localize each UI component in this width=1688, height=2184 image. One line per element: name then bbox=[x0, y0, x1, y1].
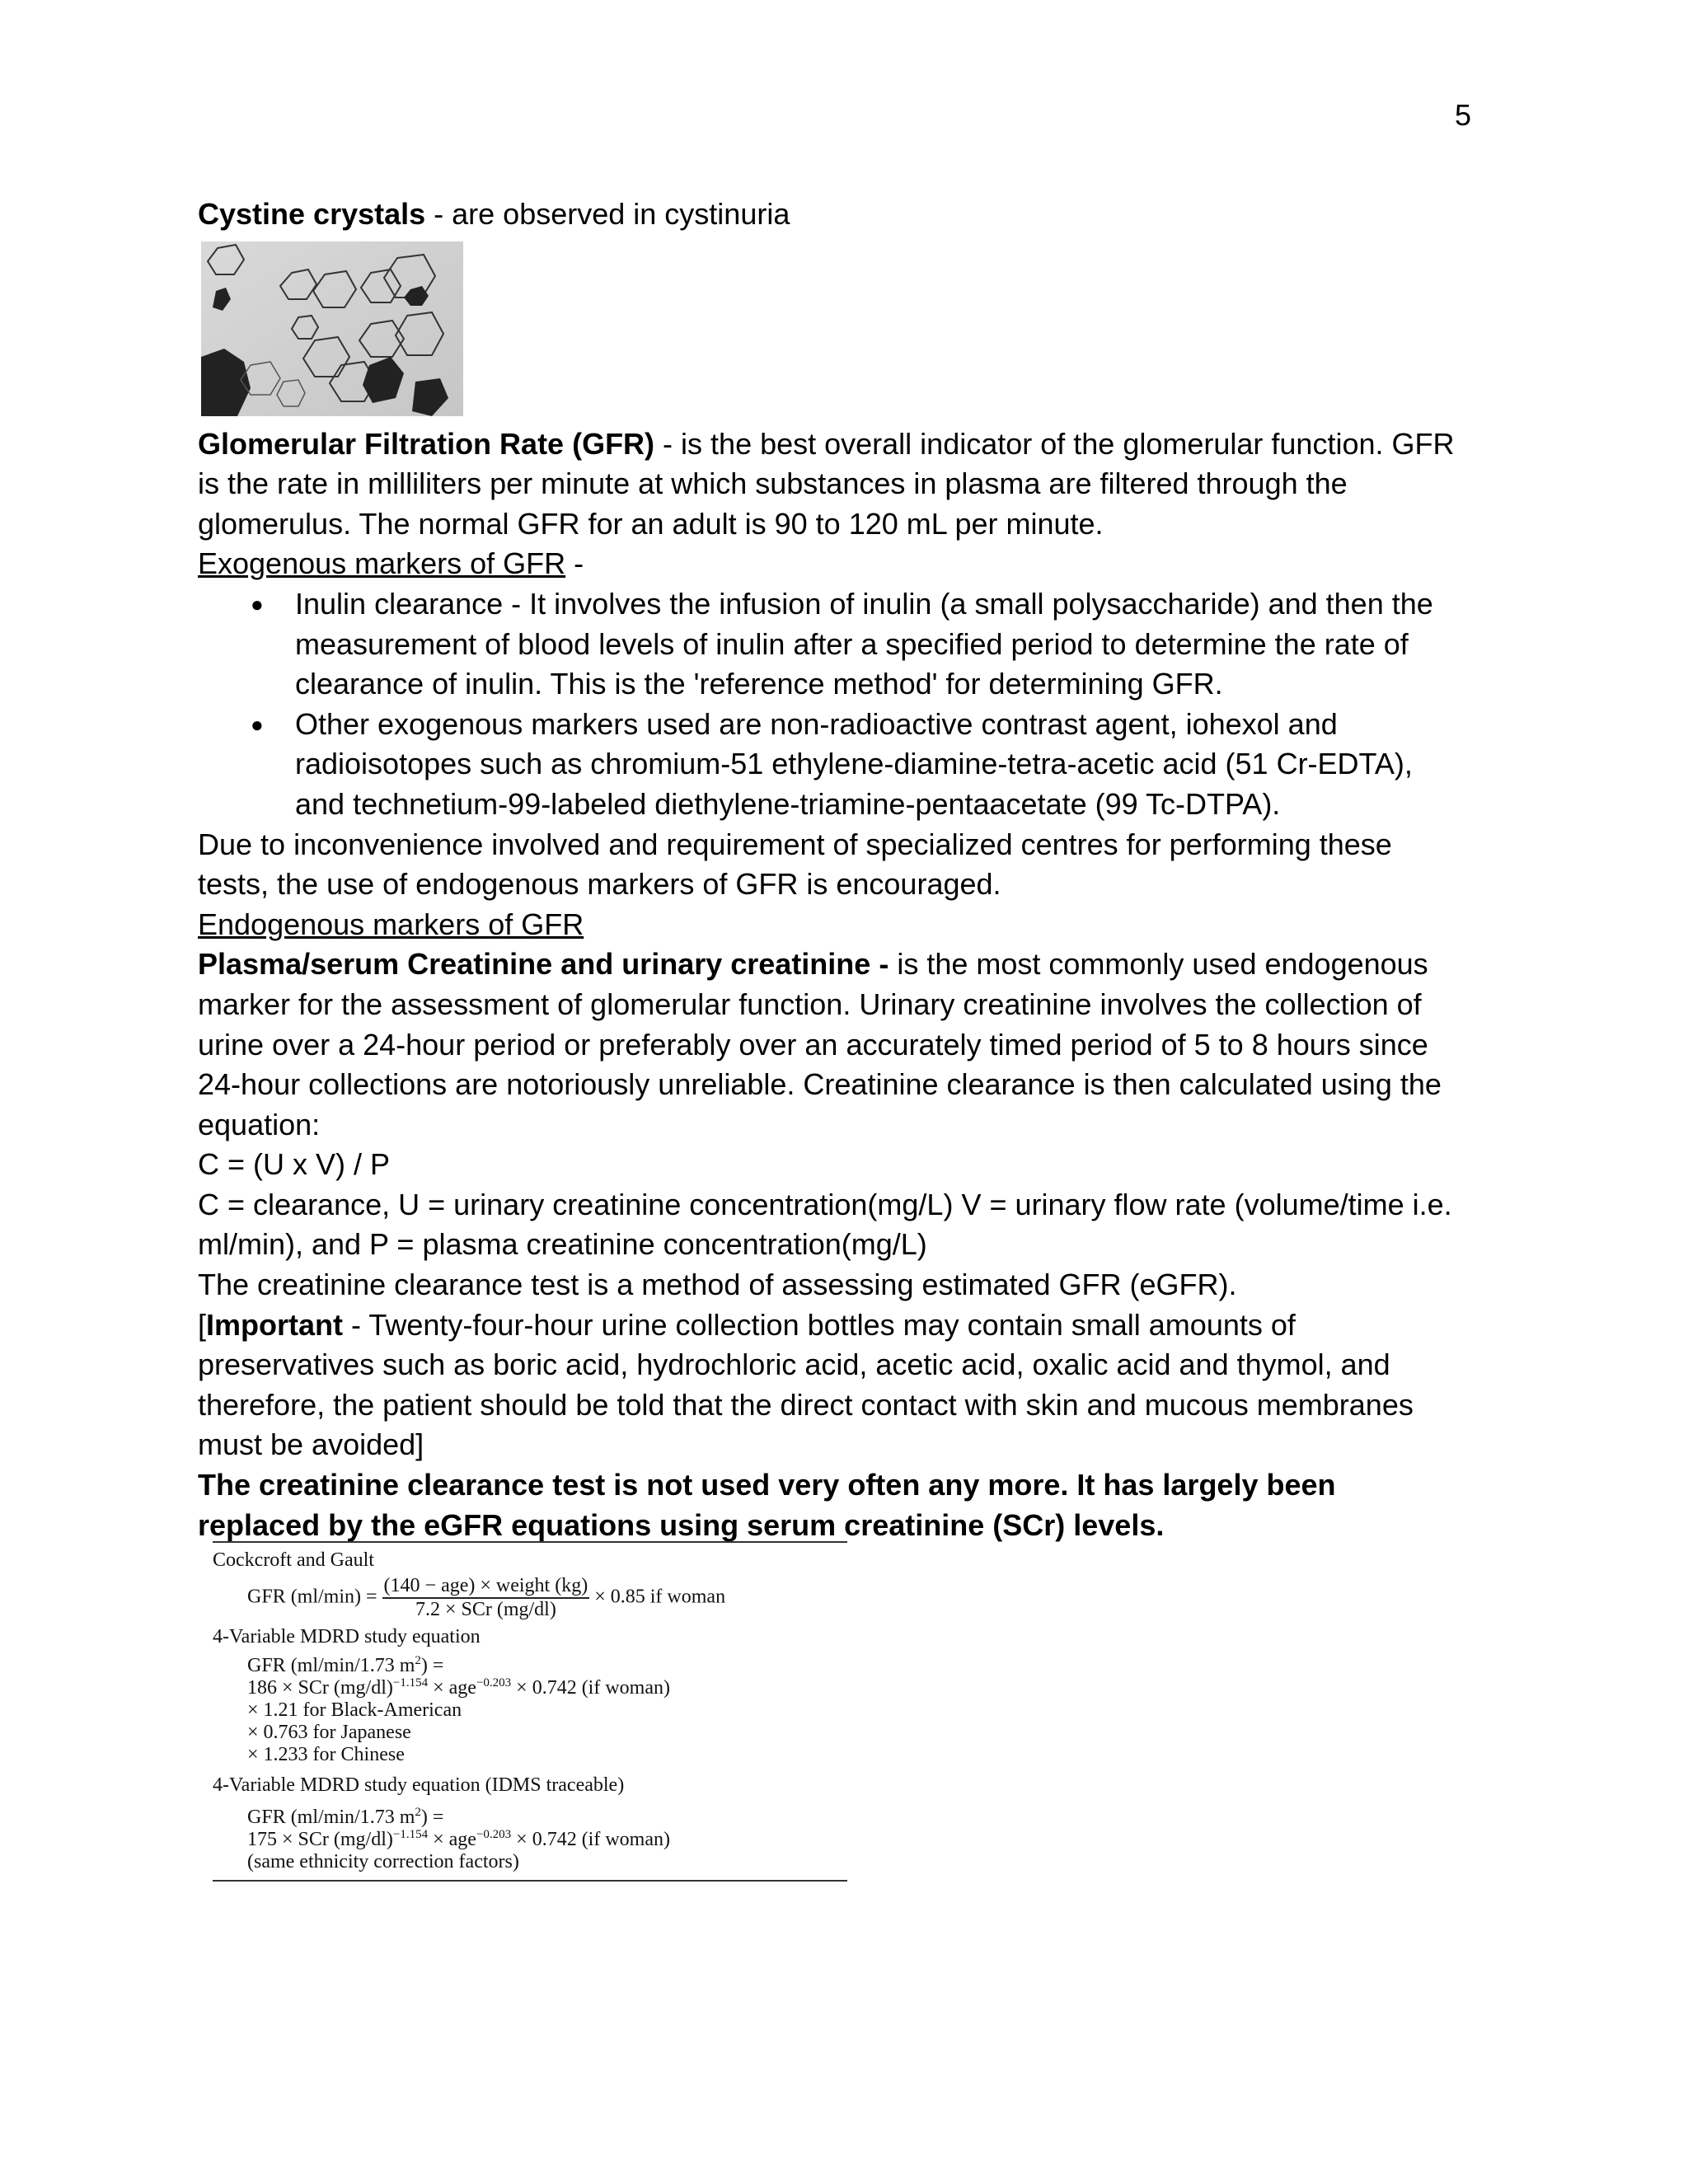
endogenous-heading: Endogenous markers of GFR bbox=[198, 907, 584, 941]
cystine-crystals-image bbox=[201, 241, 463, 416]
creatinine-text-4: 24-hour collections are notoriously unreliable. Creatinine clearance is then calculated using the bbox=[198, 1067, 1442, 1102]
bold-note-2: replaced by the eGFR equations using serum creatinine (SCr) levels. bbox=[198, 1507, 1165, 1542]
cg-denominator: 7.2 × SCr (mg/dl) bbox=[415, 1599, 556, 1620]
cystine-crystals-micrograph bbox=[201, 241, 463, 416]
idms-title: 4-Variable MDRD study equation (IDMS traceable) bbox=[213, 1774, 625, 1796]
table-top-rule bbox=[213, 1541, 847, 1543]
list-item bbox=[198, 705, 1500, 825]
mdrd-title: 4-Variable MDRD study equation bbox=[213, 1626, 481, 1647]
table-bottom-rule bbox=[213, 1880, 847, 1882]
equation-legend-2: ml/min), and P = plasma creatinine concentration(mg/L) bbox=[198, 1227, 927, 1262]
list-item bbox=[198, 584, 1500, 705]
cystine-title: Cystine crystals bbox=[198, 197, 426, 231]
clearance-equation: C = (U x V) / P bbox=[198, 1147, 391, 1182]
mdrd-factor-2: × 0.763 for Japanese bbox=[247, 1722, 411, 1743]
idms-line-1: GFR (ml/min/1.73 $m^2$) = bbox=[247, 1806, 444, 1828]
cystine-text: - are observed in cystinuria bbox=[425, 197, 790, 231]
egfr-note: The creatinine clearance test is a method of assessing estimated GFR (eGFR). bbox=[198, 1268, 1237, 1302]
creatinine-text-1: is the most commonly used endogenous bbox=[889, 947, 1428, 982]
exogenous-heading-text: Exogenous markers of GFR bbox=[198, 546, 566, 581]
cg-fraction bbox=[382, 1575, 590, 1621]
bullet-2-line-1: Other exogenous markers used are non-radioactive contrast agent, iohexol and bbox=[295, 706, 1338, 741]
bold-note-1: The creatinine clearance test is not used very often any more. It has largely been bbox=[198, 1468, 1336, 1502]
idms-line-2: 175 × SCr $(mg/dl)^{-1.154} \times age^{-0.203} \times 0.742$ (if woman) bbox=[247, 1828, 670, 1850]
important-line-1 bbox=[198, 1305, 1500, 1346]
idms-formula bbox=[213, 1807, 847, 1873]
cg-lhs: GFR (ml/min) = bbox=[247, 1586, 377, 1608]
gfr-title: Glomerular Filtration Rate (GFR) bbox=[198, 426, 655, 461]
creatinine-title: Plasma/serum Creatinine and urinary creatinine - bbox=[198, 947, 889, 982]
bullet-1-line-1: Inulin clearance - It involves the infusion of inulin (a small polysaccharide) and then the bbox=[295, 586, 1433, 621]
exogenous-heading-suffix: - bbox=[565, 546, 584, 581]
mdrd-factor-1: × 1.21 for Black-American bbox=[247, 1699, 462, 1721]
cg-numerator: (140 − age) × weight (kg) bbox=[382, 1575, 590, 1599]
bullet-icon: ● bbox=[251, 711, 264, 737]
mdrd-line-1: GFR (ml/min/1.73 $m^2$) = bbox=[247, 1654, 444, 1676]
important-text-1: - Twenty-four-hour urine collection bottles may contain small amounts of bbox=[343, 1307, 1296, 1342]
gfr-text-3: glomerulus. The normal GFR for an adult is 90 to 120 mL per minute. bbox=[198, 506, 1104, 541]
cockcroft-gault-title: Cockcroft and Gault bbox=[213, 1549, 374, 1571]
bullet-1-line-3: clearance of inulin. This is the 'reference method' for determining GFR. bbox=[295, 667, 1223, 701]
mdrd-factor-3: × 1.233 for Chinese bbox=[247, 1744, 405, 1765]
document-body bbox=[198, 194, 1500, 1545]
bullet-2-line-2: radioisotopes such as chromium-51 ethylene-diamine-tetra-acetic acid (51 Cr-EDTA), bbox=[295, 747, 1413, 781]
gfr-text-1: - is the best overall indicator of the glomerular function. GFR bbox=[654, 426, 1455, 461]
equation-legend-1: C = clearance, U = urinary creatinine concentration(mg/L) V = urinary flow rate (volume/time i.e. bbox=[198, 1187, 1452, 1221]
important-label: Important bbox=[206, 1307, 344, 1342]
cystine-heading bbox=[198, 194, 1500, 235]
creatinine-text-3: urine over a 24-hour period or preferably over an accurately timed period of 5 to 8 hours since bbox=[198, 1027, 1428, 1062]
bullet-2-line-3: and technetium-99-labeled diethylene-triamine-pentaacetate (99 Tc-DTPA). bbox=[295, 786, 1281, 821]
exogenous-after-2: tests, the use of endogenous markers of GFR is encouraged. bbox=[198, 867, 1001, 902]
page-number: 5 bbox=[1455, 98, 1472, 132]
cockcroft-gault-formula bbox=[213, 1575, 847, 1621]
idms-line-3: (same ethnicity correction factors) bbox=[247, 1851, 519, 1872]
cg-tail: × 0.85 if woman bbox=[594, 1586, 726, 1608]
bullet-icon: ● bbox=[251, 591, 264, 616]
exogenous-bullet-list bbox=[198, 584, 1500, 825]
gfr-line-1 bbox=[198, 424, 1500, 465]
creatinine-text-2: marker for the assessment of glomerular function. Urinary creatinine involves the collection of bbox=[198, 987, 1422, 1021]
bullet-1-line-2: measurement of blood levels of inulin after a specified period to determine the rate of bbox=[295, 626, 1409, 661]
creatinine-line-1 bbox=[198, 944, 1500, 985]
gfr-text-2: is the rate in milliliters per minute at which substances in plasma are filtered through the bbox=[198, 466, 1348, 501]
mdrd-line-2: 186 × SCr $(mg/dl)^{-1.154} \times age^{-0.203} \times 0.742$ (if woman) bbox=[247, 1676, 670, 1699]
important-text-4: must be avoided] bbox=[198, 1427, 424, 1462]
important-text-2: preservatives such as boric acid, hydrochloric acid, acetic acid, oxalic acid and thymol, and bbox=[198, 1347, 1390, 1382]
egfr-formula-table bbox=[213, 1541, 847, 1882]
creatinine-text-5: equation: bbox=[198, 1107, 321, 1141]
important-text-3: therefore, the patient should be told that the direct contact with skin and mucous membranes bbox=[198, 1387, 1414, 1422]
exogenous-heading bbox=[198, 544, 1500, 584]
exogenous-after-1: Due to inconvenience involved and requirement of specialized centres for performing these bbox=[198, 827, 1392, 861]
important-bracket: [ bbox=[198, 1307, 207, 1342]
mdrd-formula bbox=[213, 1655, 847, 1766]
